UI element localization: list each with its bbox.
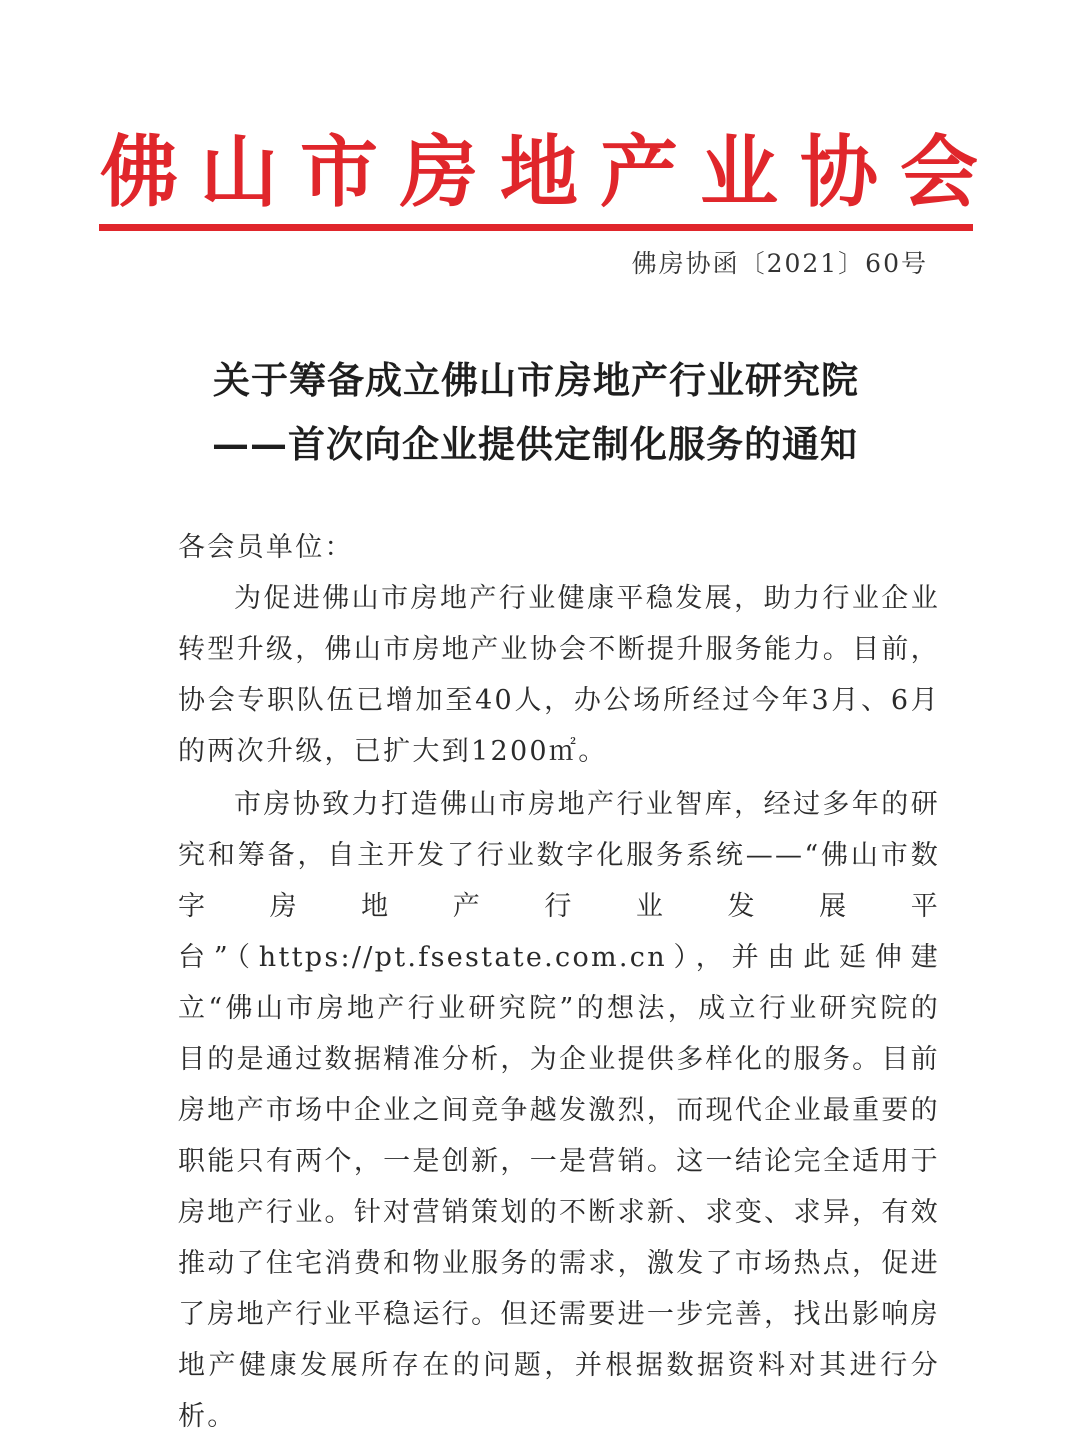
document-body — [178, 522, 940, 1442]
organization-title: 佛山市房地产业协会 — [100, 128, 1001, 218]
paragraph-2: 市房协致力打造佛山市房地产行业智库，经过多年的研究和筹备，自主开发了行业数字化服务系统——“佛山市数字房地产行业发展平台”（https://pt.fsestate.com.cn），并由此延伸建立“佛山市房地产行业研究院”的想法，成立行业研究院的目的是通过数据精准分析，为企业提供多样化的服务。目前房地产市场中企业之间竞争越发激烈，而现代企业最重要的职能只有两个，一是创新，一是营销。这一结论完全适用于房地产行业。针对营销策划的不断求新、求变、求异，有效推动了住宅消费和物业服务的需求，激发了市场热点，促进了房地产行业平稳运行。但还需要进一步完善，找出影响房地产健康发展所存在的问题，并根据数据资料对其进行分析。 — [178, 789, 940, 1432]
document-title — [100, 348, 972, 476]
salutation: 各会员单位： — [178, 532, 354, 563]
red-header-rule — [99, 224, 973, 231]
title-line-1: 关于筹备成立佛山市房地产行业研究院 — [213, 358, 859, 402]
paragraph-1: 为促进佛山市房地产行业健康平稳发展，助力行业企业转型升级，佛山市房地产业协会不断提升服务能力。目前，协会专职队伍已增加至40人，办公场所经过今年3月、6月的两次升级，已扩大到1200㎡。 — [178, 583, 940, 767]
title-line-2: ——首次向企业提供定制化服务的通知 — [212, 422, 858, 466]
document-number: 佛房协函〔2021〕60号 — [631, 249, 928, 278]
